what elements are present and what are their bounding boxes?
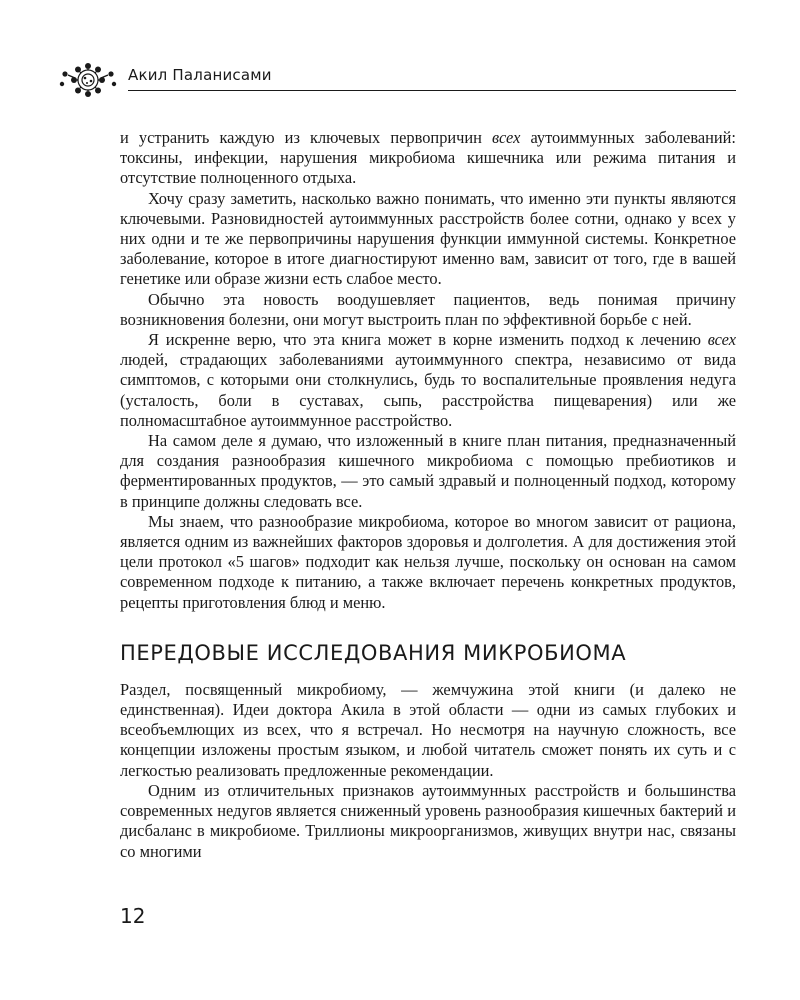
page-body [120,128,736,862]
page-header [58,62,738,98]
page-number: 12 [120,904,146,928]
paragraph-4-text-b: людей, страдающих заболеваниями аутоиммунного спектра, независимо от вида симптомов, с которыми они столкнулись, будь то воспалительные проявления недуга (усталость, боли в суставах, сыпь, расстройства пищеварения) или же полномасштабное аутоиммунное расстройство. [120,350,736,430]
paragraph-1 [120,128,736,189]
paragraph-1-text-b: аутоиммунных заболеваний: токсины, инфекции, нарушения микробиома кишечника или режима питания и отсутствие полноценного отдыха. [120,128,736,188]
section-heading: ПЕРЕДОВЫЕ ИССЛЕДОВАНИЯ МИКРОБИОМА [120,640,627,665]
paragraph-6: Мы знаем, что разнообразие микробиома, которое во многом зависит от рациона, является одним из важнейших факторов здоровья и долголетия. А для достижения этой цели протокол «5 шагов» подходит как нельзя лучше, поскольку он основан на самом современном подходе к питанию, а также включает перечень конкретных продуктов, рецепты приготовления блюд и меню. [120,511,736,612]
paragraph-4-text-a: Я искренне верю, что эта книга может в корне изменить подход к лечению [148,330,708,350]
paragraph-7: Раздел, посвященный микробиому, — жемчужина этой книги (и далеко не единственная). Идеи доктора Акила в этой области — одни из самых глубоких и всеобъемлющих из всех, что я встречал. Но несмотря на научную сложность, все концепции изложены простым языком, и любой читатель сможет понять их суть и с легкостью реализовать предложенные рекомендации. [120,679,736,780]
paragraph-3: Обычно эта новость воодушевляет пациентов, ведь понимая причину возникновения болезни, они могут выстроить план по эффективной борьбе с ней. [120,289,736,329]
paragraph-5: На самом деле я думаю, что изложенный в книге план питания, предназначенный для создания разнообразия кишечного микробиома с помощью пребиотиков и ферментированных продуктов, — это самый здравый и полноценный подход, которому в принципе должны следовать все. [120,431,736,511]
paragraph-4 [120,330,736,431]
microbe-logo-icon [58,62,118,98]
header-rule [128,90,736,91]
paragraph-1-text-a: и устранить каждую из ключевых первопричин [120,128,493,147]
paragraph-2: Хочу сразу заметить, насколько важно понимать, что именно эти пункты являются ключевыми. Разновидностей аутоиммунных расстройств более сотни, однако у всех у них одни и те же первопричины нарушения функции иммунной системы. Конкретное заболевание, которое в итоге диагностируют именно вам, зависит от того, где в вашей генетике или образе жизни есть слабое место. [120,188,736,289]
running-head-author: Акил Паланисами [128,66,272,84]
paragraph-8: Одним из отличительных признаков аутоиммунных расстройств и большинства современных недугов является сниженный уровень разнообразия кишечных бактерий и дисбаланс в микробиоме. Триллионы микроорганизмов, живущих внутри нас, связаны со многими [120,780,736,861]
paragraph-1-emphasis: всех [492,128,521,147]
paragraph-4-emphasis: всех [707,330,736,350]
